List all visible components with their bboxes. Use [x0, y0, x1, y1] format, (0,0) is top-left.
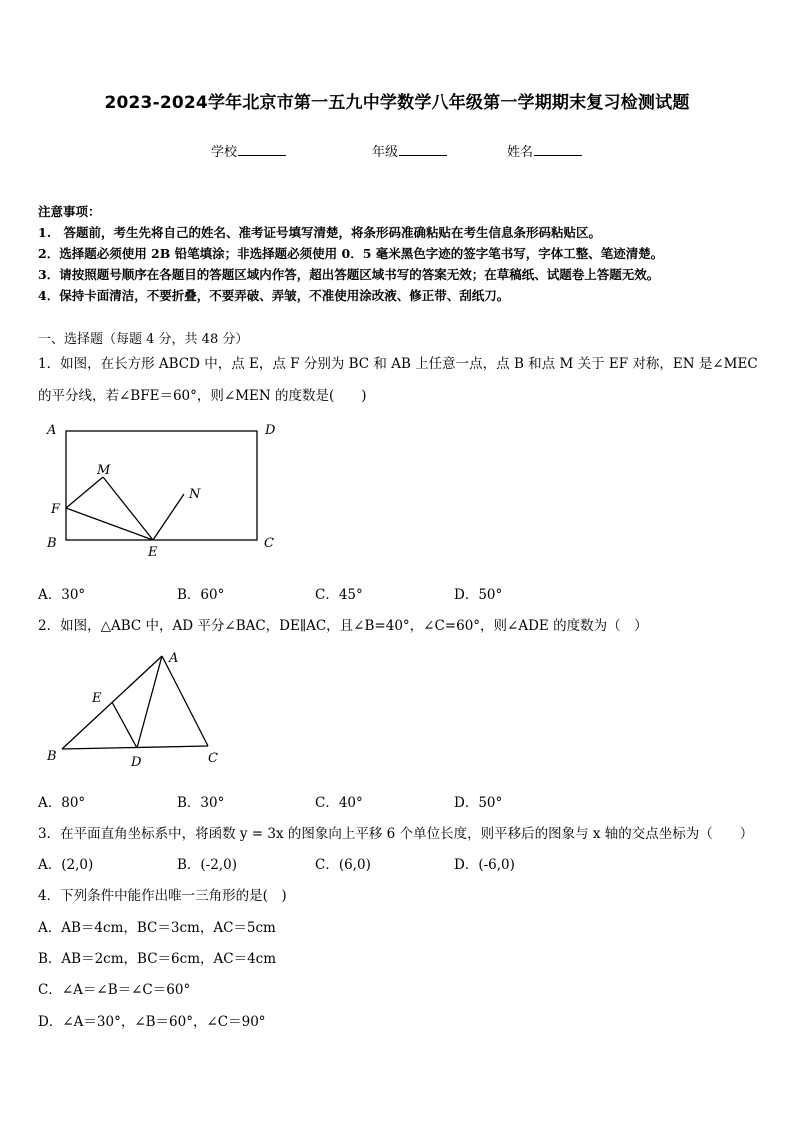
- section-heading: 一、选择题（每题 4 分，共 48 分）: [38, 332, 249, 347]
- segment-ac: [162, 656, 208, 746]
- label-e: E: [92, 691, 102, 706]
- segment-de: [112, 702, 137, 748]
- label-a: A: [47, 423, 57, 438]
- label-b: B: [47, 536, 57, 551]
- q4-option-a: A．AB＝4cm，BC＝3cm，AC＝5cm: [38, 920, 276, 936]
- notice-item: 1. 答题前，考生先将自己的姓名、准考证号填写清楚，将条形码准确粘贴在考生信息条形码粘贴区。: [38, 225, 602, 240]
- q3-option-a: A．(2,0): [38, 857, 94, 873]
- label-d: D: [265, 423, 276, 438]
- label-c: C: [208, 751, 218, 766]
- q3-option-d: D．(-6,0): [454, 857, 515, 873]
- page-title: 2023-2024学年北京市第一五九中学数学八年级第一学期期末复习检测试题: [104, 93, 690, 113]
- label-b: B: [47, 749, 57, 764]
- grade-label: 年级: [372, 145, 399, 160]
- label-n: N: [189, 487, 201, 502]
- question-4-line-1: 4．下列条件中能作出唯一三角形的是( ): [38, 888, 287, 904]
- q2-option-a: A．80°: [38, 795, 86, 811]
- label-c: C: [264, 536, 274, 551]
- question-3-line-1: 3．在平面直角坐标系中，将函数 y = 3x 的图象向上平移 6 个单位长度，则平移后的图象与 x 轴的交点坐标为（ ）: [38, 826, 754, 842]
- question-1-line-2: 的平分线，若∠BFE＝60°，则∠MEN 的度数是( ): [38, 388, 367, 404]
- notice-item: 3．请按照题号顺序在各题目的答题区域内作答，超出答题区域书写的答案无效；在草稿纸、试题卷上答题无效。: [38, 267, 660, 282]
- segment-bc: [62, 746, 208, 749]
- q1-option-c: C．45°: [315, 587, 363, 603]
- segment-ad: [137, 656, 162, 748]
- notice-heading: 注意事项：: [38, 204, 101, 219]
- q4-option-d: D．∠A＝30°，∠B＝60°，∠C＝90°: [38, 1014, 266, 1030]
- q1-option-d: D．50°: [454, 587, 503, 603]
- q2-option-b: B．30°: [177, 795, 225, 811]
- q4-option-b: B．AB＝2cm，BC＝6cm，AC＝4cm: [38, 951, 277, 967]
- label-a: A: [169, 651, 179, 666]
- q2-option-c: C．40°: [315, 795, 363, 811]
- question-2-line-1: 2．如图，△ABC 中，AD 平分∠BAC，DE∥AC，且∠B=40°，∠C=60°，则∠ADE 的度数为（ ）: [38, 618, 648, 634]
- label-m: M: [97, 463, 111, 478]
- q3-option-c: C．(6,0): [315, 857, 371, 873]
- name-label: 姓名: [507, 145, 534, 160]
- q4-option-c: C．∠A＝∠B＝∠C＝60°: [38, 982, 191, 998]
- q1-option-a: A．30°: [38, 587, 86, 603]
- q3-option-b: B．(-2,0): [177, 857, 237, 873]
- notice-item: 4．保持卡面清洁，不要折叠，不要弄破、弄皱，不准使用涂改液、修正带、刮纸刀。: [38, 288, 510, 303]
- notice-item: 2．选择题必须使用 2B 铅笔填涂；非选择题必须使用 0．5 毫米黑色字迹的签字笔书写，字体工整、笔迹清楚。: [38, 246, 664, 261]
- label-f: F: [51, 502, 61, 517]
- school-label: 学校: [211, 145, 238, 160]
- label-e: E: [148, 545, 158, 560]
- q2-option-d: D．50°: [454, 795, 503, 811]
- q1-option-b: B．60°: [177, 587, 225, 603]
- question-1-line-1: 1．如图，在长方形 ABCD 中，点 E，点 F 分别为 BC 和 AB 上任意一点，点 B 和点 M 关于 EF 对称，EN 是∠MEC: [38, 356, 758, 372]
- label-d: D: [131, 755, 142, 770]
